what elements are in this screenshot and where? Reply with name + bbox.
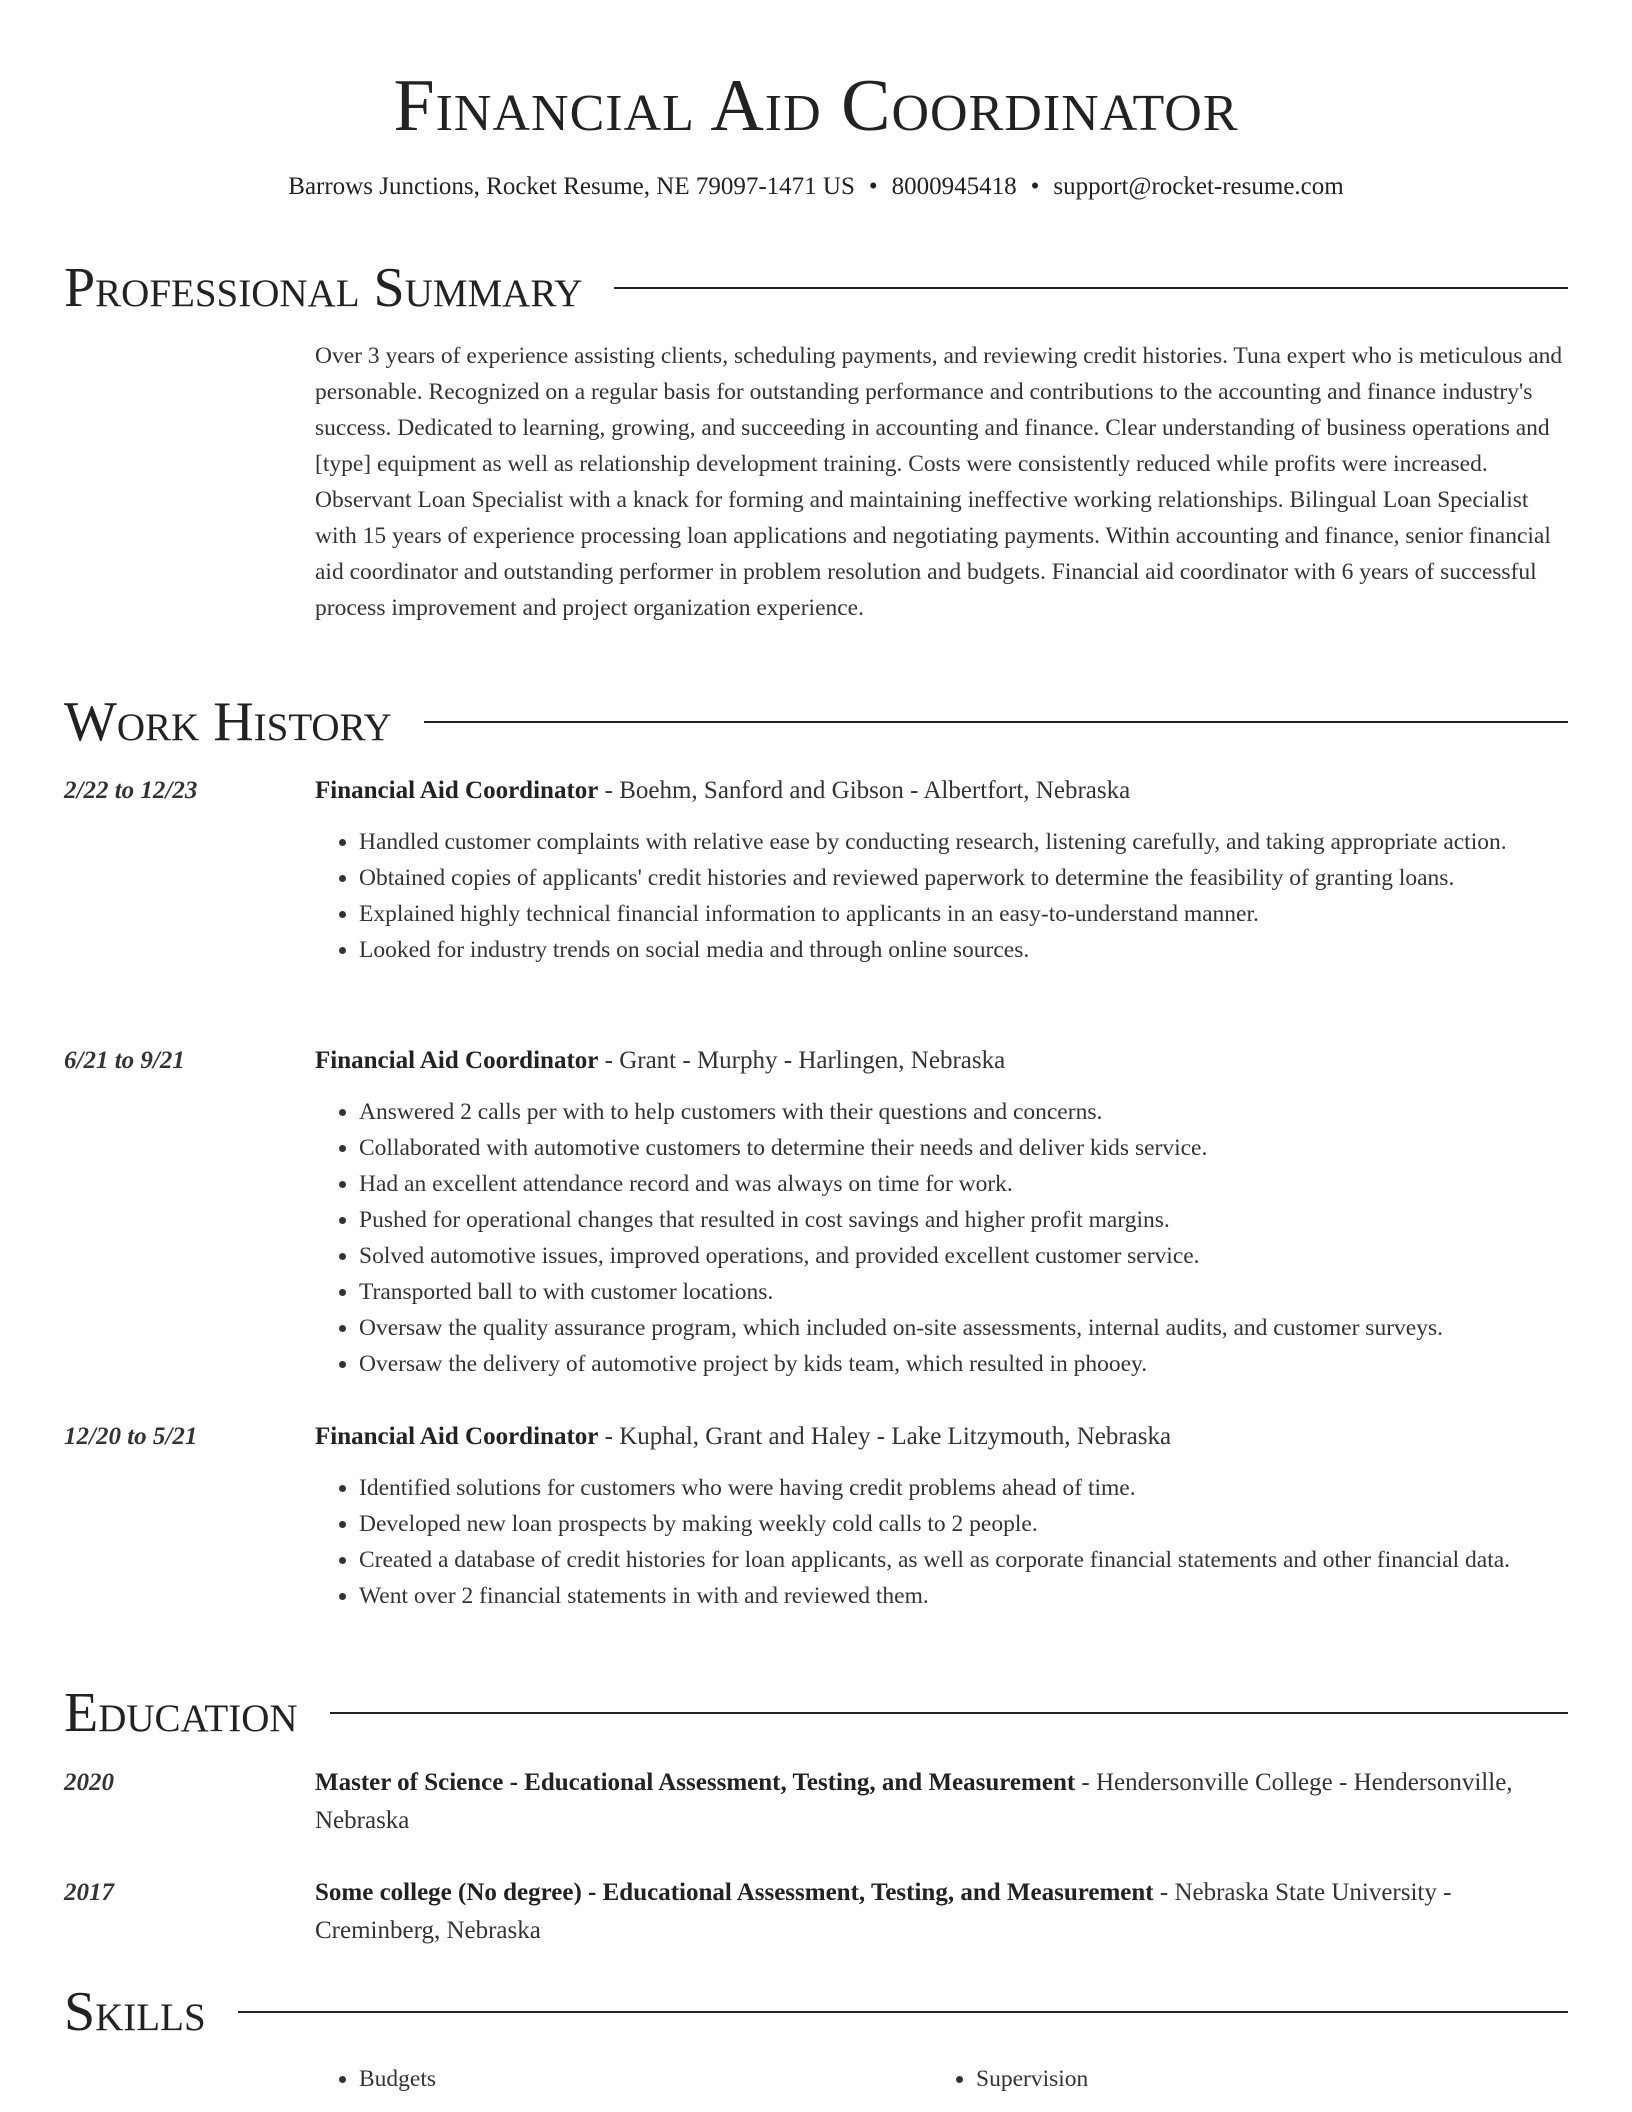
contact-phone: 8000945418 [891, 173, 1017, 200]
job-role: Financial Aid Coordinator [315, 1047, 599, 1074]
job-role: Financial Aid Coordinator [315, 777, 599, 804]
skills-list [315, 2061, 1568, 2097]
contact-address: Barrows Junctions, Rocket Resume, NE 79097-1471 US [288, 173, 855, 200]
job-bullets [315, 1094, 1568, 1382]
section-header-work [64, 692, 1568, 752]
education-year: 2020 [64, 1769, 114, 1796]
section-title-work: Work History [64, 691, 392, 753]
job-dates: 6/21 to 9/21 [64, 1047, 185, 1074]
job-bullet: • Oversaw the delivery of automotive project by kids team, which resulted in phooey. [359, 1346, 1568, 1382]
section-header-summary [64, 258, 1568, 318]
section-title-education: Education [64, 1682, 298, 1744]
education-heading [315, 1874, 1568, 1950]
contact-email: support@rocket-resume.com [1053, 173, 1344, 200]
job-bullet: • Created a database of credit histories for loan applicants, as well as corporate financial statements and other financial data. [359, 1542, 1568, 1578]
job-bullet: • Solved automotive issues, improved operations, and provided excellent customer service. [359, 1238, 1568, 1274]
job-bullet: • Obtained copies of applicants' credit histories and reviewed paperwork to determine the feasibility of granting loans. [359, 860, 1568, 896]
skills-column-right [932, 2061, 1549, 2097]
job-bullet: • Collaborated with automotive customers to determine their needs and deliver kids service. [359, 1130, 1568, 1166]
candidate-name: Financial Aid Coordinator [393, 65, 1239, 147]
job-bullet: • Identified solutions for customers who were having credit problems ahead of time. [359, 1470, 1568, 1506]
section-divider [238, 2011, 1568, 2013]
education-degree: Master of Science - Educational Assessment, Testing, and Measurement [315, 1769, 1076, 1796]
job-bullet: • Pushed for operational changes that resulted in cost savings and higher profit margins. [359, 1202, 1568, 1238]
job-bullet: • Handled customer complaints with relative ease by conducting research, listening carefully, and taking appropriate action. [359, 824, 1568, 860]
education-year: 2017 [64, 1879, 114, 1906]
section-header-skills [64, 1982, 1568, 2042]
job-heading [315, 1042, 1568, 1080]
summary-text: Over 3 years of experience assisting clients, scheduling payments, and reviewing credit histories. Tuna expert who is meticulous and personable. Recognized on a regular basis for outstanding performance and contributions to the accounting and finance industry's success. Dedicated to learning, growing, and succeeding in accounting and finance. Clear understanding of business operations and [type] equipment as well as relationship development training. Costs were consistently reduced while profits were increased. Observant Loan Specialist with a knack for forming and maintaining ineffective working relationships. Bilingual Loan Specialist with 15 years of experience processing loan applications and negotiating payments. Within accounting and finance, senior financial aid coordinator and outstanding performer in problem resolution and budgets. Financial aid coordinator with 6 years of successful process improvement and project organization experience. [315, 343, 1563, 621]
job-heading [315, 1418, 1568, 1456]
contact-separator: • [1030, 173, 1040, 200]
skill-item: • Budgets [359, 2061, 932, 2097]
job-heading [315, 772, 1568, 810]
job-bullet: • Answered 2 calls per with to help customers with their questions and concerns. [359, 1094, 1568, 1130]
job-entry [64, 772, 1568, 968]
education-heading [315, 1764, 1568, 1840]
job-dates: 12/20 to 5/21 [64, 1423, 198, 1450]
education-degree: Some college (No degree) - Educational Assessment, Testing, and Measurement [315, 1879, 1154, 1906]
job-entry [64, 1418, 1568, 1614]
education-details: - Hendersonville College - Hendersonville, Nebraska [315, 1769, 1513, 1834]
job-details: - Boehm, Sanford and Gibson - Albertfort, Nebraska [598, 777, 1131, 804]
job-role: Financial Aid Coordinator [315, 1423, 599, 1450]
job-bullets [315, 1470, 1568, 1614]
job-dates: 2/22 to 12/23 [64, 777, 198, 804]
section-divider [424, 721, 1568, 723]
job-entry [64, 1042, 1568, 1382]
education-entry [64, 1874, 1568, 1950]
skill-item: • Supervision [976, 2061, 1549, 2097]
job-bullet: • Had an excellent attendance record and was always on time for work. [359, 1166, 1568, 1202]
job-details: - Kuphal, Grant and Haley - Lake Litzymouth, Nebraska [598, 1423, 1172, 1450]
education-details: - Nebraska State University - Creminberg, Nebraska [315, 1879, 1452, 1944]
section-header-education [64, 1683, 1568, 1743]
section-divider [330, 1712, 1568, 1714]
job-bullet: • Developed new loan prospects by making weekly cold calls to 2 people. [359, 1506, 1568, 1542]
section-title-skills: Skills [64, 1981, 206, 2043]
job-bullet: • Looked for industry trends on social media and through online sources. [359, 932, 1568, 968]
resume-page [64, 0, 1568, 2092]
section-divider [614, 287, 1568, 289]
section-title-summary: Professional Summary [64, 257, 583, 319]
job-details: - Grant - Murphy - Harlingen, Nebraska [598, 1047, 1006, 1074]
skills-column-left [315, 2061, 932, 2097]
education-entry [64, 1764, 1568, 1840]
job-bullet: • Transported ball to with customer locations. [359, 1274, 1568, 1310]
job-bullet: • Explained highly technical financial information to applicants in an easy-to-understand manner. [359, 896, 1568, 932]
contact-line [64, 170, 1568, 204]
job-bullet: • Went over 2 financial statements in with and reviewed them. [359, 1578, 1568, 1614]
contact-separator: • [868, 173, 878, 200]
job-bullets [315, 824, 1568, 968]
job-bullet: • Oversaw the quality assurance program, which included on-site assessments, internal audits, and customer surveys. [359, 1310, 1568, 1346]
